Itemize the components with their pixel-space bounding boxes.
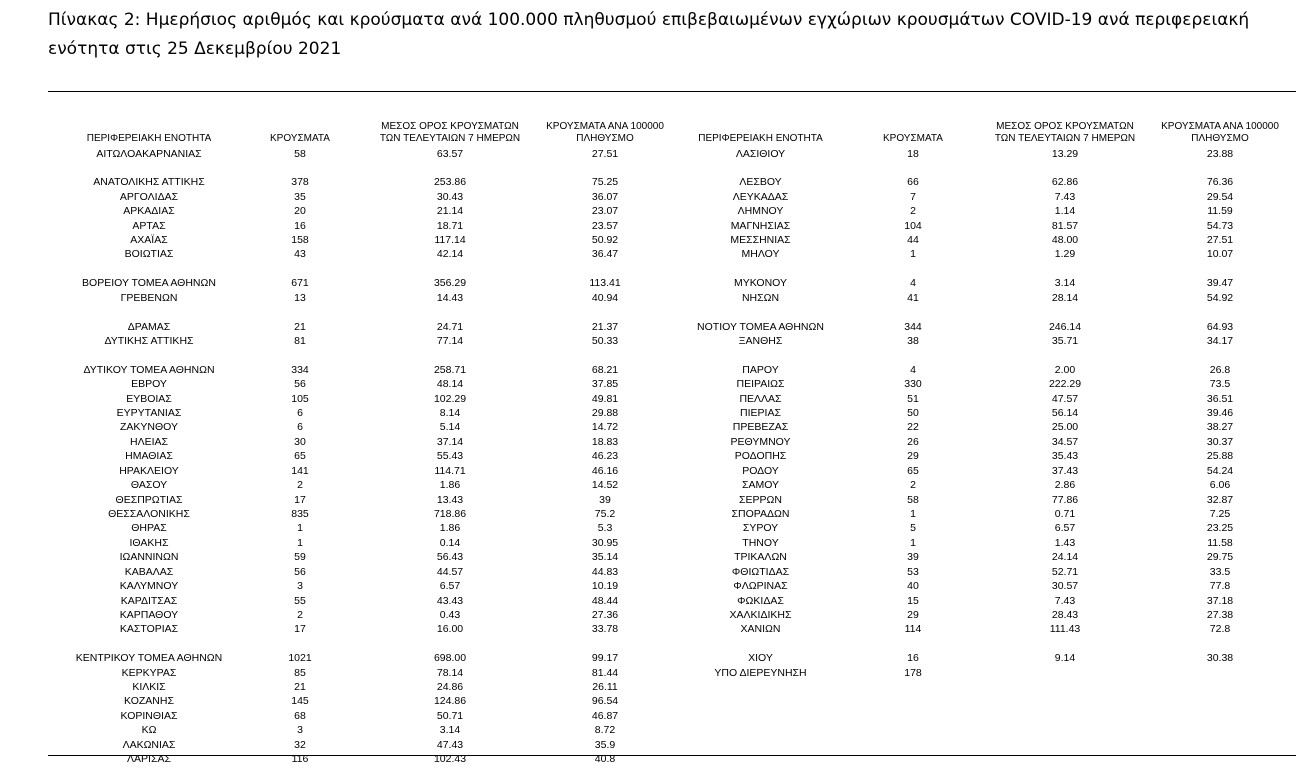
- per100k-cell: 27.38: [1206, 608, 1234, 621]
- avg-7day-cell: 63.57: [436, 147, 464, 160]
- cases-cell: 32: [294, 738, 306, 751]
- per100k-cell: 11.59: [1207, 205, 1233, 218]
- region-cell: ΚΑΒΑΛΑΣ: [124, 565, 174, 578]
- avg-7day-cell: 8.14: [439, 407, 461, 420]
- region-cell: ΣΑΜΟΥ: [741, 479, 780, 492]
- region-cell: ΠΕΙΡΑΙΩΣ: [736, 378, 785, 391]
- cases-cell: 4: [910, 277, 916, 290]
- avg-7day-cell: 0.43: [439, 608, 461, 621]
- avg-7day-cell: 30.43: [436, 190, 464, 203]
- region-cell: ΑΡΓΟΛΙΔΑΣ: [119, 190, 179, 203]
- region-cell: ΛΕΥΚΑΔΑΣ: [732, 190, 789, 203]
- per100k-cell: 72.8: [1209, 623, 1231, 636]
- per100k-cell: 96.54: [591, 695, 619, 708]
- region-cell: ΚΟΖΑΝΗΣ: [124, 695, 174, 708]
- cases-cell: 53: [907, 565, 919, 578]
- avg-7day-cell: 7.43: [1054, 190, 1076, 203]
- avg-7day-cell: 48.14: [436, 378, 464, 391]
- per100k-cell: 39.47: [1206, 277, 1234, 290]
- region-cell: ΡΟΔΟΠΗΣ: [734, 450, 787, 463]
- region-cell: ΤΗΝΟΥ: [742, 536, 779, 549]
- per100k-cell: 29.75: [1206, 551, 1234, 564]
- region-cell: ΘΕΣΣΑΛΟΝΙΚΗΣ: [108, 508, 190, 520]
- cases-cell: 1: [297, 536, 303, 549]
- avg-7day-cell: 24.14: [1051, 551, 1079, 564]
- region-cell: ΣΕΡΡΩΝ: [739, 493, 782, 506]
- cases-cell: 39: [907, 551, 919, 564]
- region-cell: ΛΕΣΒΟΥ: [739, 176, 782, 189]
- region-cell: ΓΡΕΒΕΝΩΝ: [120, 291, 178, 304]
- per100k-cell: 25.88: [1206, 450, 1234, 463]
- region-cell: ΧΙΟΥ: [748, 652, 773, 665]
- header-per100k-line2: ΠΛΗΘΥΣΜΟ: [576, 133, 634, 144]
- per100k-cell: 54.73: [1206, 219, 1234, 232]
- per100k-cell: 6.06: [1209, 479, 1231, 492]
- region-cell: ΦΩΚΙΔΑΣ: [737, 594, 784, 607]
- region-cell: ΧΑΝΙΩΝ: [740, 623, 781, 636]
- region-cell: ΖΑΚΥΝΘΟΥ: [119, 421, 178, 434]
- region-cell: ΣΠΟΡΑΔΩΝ: [731, 508, 790, 520]
- avg-7day-cell: 13.43: [436, 493, 464, 506]
- header-per100k-left: [545, 121, 665, 145]
- cases-cell: 22: [907, 421, 919, 434]
- cases-cell: 58: [294, 147, 306, 160]
- avg-7day-cell: 30.57: [1051, 580, 1079, 593]
- cases-cell: 21: [294, 320, 306, 333]
- cases-cell: 56: [294, 378, 306, 391]
- cases-cell: 3: [297, 580, 303, 593]
- region-cell: ΑΝΑΤΟΛΙΚΗΣ ΑΤΤΙΚΗΣ: [93, 176, 205, 189]
- avg-7day-cell: 718.86: [433, 508, 467, 520]
- cases-cell: 43: [294, 248, 306, 261]
- per100k-cell: 36.07: [591, 190, 619, 203]
- region-cell: ΦΘΙΩΤΙΔΑΣ: [731, 565, 790, 578]
- cases-cell: 81: [294, 334, 306, 347]
- cases-cell: 26: [907, 435, 919, 448]
- header-per100k-line2: ΠΛΗΘΥΣΜΟ: [1191, 133, 1249, 144]
- per100k-cell: 54.24: [1206, 464, 1234, 477]
- region-cell: ΑΡΚΑΔΙΑΣ: [123, 205, 175, 218]
- avg-7day-cell: 253.86: [433, 176, 467, 189]
- cases-cell: 35: [294, 190, 306, 203]
- region-cell: ΞΑΝΘΗΣ: [738, 334, 783, 347]
- region-cell: ΥΠΟ ΔΙΕΡΕΥΝΗΣΗ: [714, 666, 807, 679]
- avg-7day-cell: 1.86: [439, 479, 461, 492]
- avg-7day-cell: 222.29: [1048, 378, 1082, 391]
- region-cell: ΝΗΣΩΝ: [741, 291, 780, 304]
- region-cell: ΘΕΣΠΡΩΤΙΑΣ: [115, 493, 183, 506]
- avg-7day-cell: 47.57: [1051, 392, 1079, 405]
- per100k-cell: 99.17: [591, 652, 619, 665]
- avg-7day-cell: 102.29: [433, 392, 467, 405]
- region-cell: ΜΕΣΣΗΝΙΑΣ: [730, 234, 791, 247]
- cases-cell: 66: [907, 176, 919, 189]
- avg-7day-cell: 3.14: [1054, 277, 1076, 290]
- avg-7day-cell: 124.86: [433, 695, 467, 708]
- region-cell: ΜΗΛΟΥ: [741, 248, 780, 261]
- per100k-cell: 33.78: [591, 623, 619, 636]
- per100k-cell: 77.8: [1209, 580, 1231, 593]
- avg-7day-cell: 24.71: [436, 320, 464, 333]
- cases-cell: 1: [910, 508, 916, 520]
- per100k-cell: 30.38: [1206, 652, 1234, 665]
- per100k-cell: 10.07: [1206, 248, 1234, 261]
- per100k-cell: 23.07: [591, 205, 619, 218]
- avg-7day-cell: 9.14: [1054, 652, 1076, 665]
- cases-cell: 30: [294, 435, 306, 448]
- header-avg-left: [360, 121, 540, 145]
- avg-7day-cell: 5.14: [439, 421, 461, 434]
- per100k-cell: 46.87: [591, 709, 619, 722]
- region-cell: ΑΡΤΑΣ: [132, 219, 166, 232]
- per100k-cell: 29.54: [1206, 190, 1234, 203]
- header-region-right: ΠΕΡΙΦΕΡΕΙΑΚΗ ΕΝΟΤΗΤΑ: [698, 133, 823, 144]
- per100k-cell: 23.25: [1206, 522, 1234, 535]
- top-rule: [48, 91, 1296, 92]
- cases-cell: 141: [291, 464, 309, 477]
- region-cell: ΕΥΡΥΤΑΝΙΑΣ: [116, 407, 182, 420]
- per100k-cell: 23.88: [1206, 147, 1234, 160]
- cases-cell: 29: [907, 608, 919, 621]
- per100k-cell: 27.51: [591, 147, 619, 160]
- per100k-cell: 11.58: [1207, 536, 1233, 549]
- avg-7day-cell: 16.00: [436, 623, 464, 636]
- per100k-cell: 18.83: [591, 435, 619, 448]
- cases-cell: 59: [294, 551, 306, 564]
- avg-7day-cell: 81.57: [1051, 219, 1079, 232]
- avg-7day-cell: 0.14: [439, 536, 461, 549]
- cases-cell: 2: [910, 205, 916, 218]
- region-cell: ΑΙΤΩΛΟΑΚΑΡΝΑΝΙΑΣ: [96, 147, 202, 160]
- region-cell: ΛΑΡΙΣΑΣ: [127, 753, 171, 766]
- avg-7day-cell: 21.14: [436, 205, 464, 218]
- cases-cell: 334: [291, 363, 309, 376]
- avg-7day-cell: 111.43: [1049, 623, 1081, 636]
- avg-7day-cell: 28.14: [1051, 291, 1079, 304]
- per100k-cell: 14.72: [591, 421, 619, 434]
- avg-7day-cell: 37.14: [436, 435, 464, 448]
- cases-cell: 17: [294, 623, 306, 636]
- cases-cell: 1021: [288, 652, 312, 665]
- region-cell: ΣΥΡΟΥ: [742, 522, 779, 535]
- cases-cell: 145: [291, 695, 309, 708]
- per100k-cell: 27.36: [591, 608, 619, 621]
- cases-cell: 13: [294, 291, 306, 304]
- per100k-cell: 40.8: [594, 753, 616, 766]
- per100k-cell: 64.93: [1206, 320, 1234, 333]
- header-avg-line1: ΜΕΣΟΣ ΟΡΟΣ ΚΡΟΥΣΜΑΤΩΝ: [381, 121, 519, 132]
- cases-cell: 1: [910, 536, 916, 549]
- per100k-cell: 14.52: [591, 479, 619, 492]
- region-cell: ΦΛΩΡΙΝΑΣ: [733, 580, 788, 593]
- header-avg-line2: ΤΩΝ ΤΕΛΕΥΤΑΙΩΝ 7 ΗΜΕΡΩΝ: [379, 133, 521, 144]
- region-cell: ΚΑΡΔΙΤΣΑΣ: [120, 594, 178, 607]
- per100k-cell: 36.47: [591, 248, 619, 261]
- per100k-cell: 7.25: [1209, 508, 1231, 520]
- region-cell: ΛΑΚΩΝΙΑΣ: [122, 738, 176, 751]
- region-cell: ΚΟΡΙΝΘΙΑΣ: [120, 709, 178, 722]
- cases-cell: 3: [297, 724, 303, 737]
- region-cell: ΠΙΕΡΙΑΣ: [740, 407, 781, 420]
- cases-cell: 38: [907, 334, 919, 347]
- region-cell: ΒΟΡΕΙΟΥ ΤΟΜΕΑ ΑΘΗΝΩΝ: [82, 277, 216, 290]
- cases-cell: 5: [910, 522, 916, 535]
- cases-cell: 2: [910, 479, 916, 492]
- cases-cell: 6: [297, 421, 303, 434]
- cases-cell: 116: [291, 753, 309, 766]
- avg-7day-cell: 62.86: [1051, 176, 1079, 189]
- region-cell: ΑΧΑΪΑΣ: [130, 234, 168, 247]
- per100k-cell: 37.18: [1206, 594, 1234, 607]
- avg-7day-cell: 102.43: [433, 753, 467, 766]
- per100k-cell: 27.51: [1206, 234, 1234, 247]
- region-cell: ΕΥΒΟΙΑΣ: [126, 392, 172, 405]
- region-cell: ΚΑΛΥΜΝΟΥ: [119, 580, 179, 593]
- per100k-cell: 36.51: [1206, 392, 1234, 405]
- per100k-cell: 75.2: [594, 508, 616, 520]
- avg-7day-cell: 42.14: [436, 248, 464, 261]
- cases-cell: 105: [291, 392, 309, 405]
- cases-cell: 44: [907, 234, 919, 247]
- region-cell: ΜΥΚΟΝΟΥ: [733, 277, 787, 290]
- per100k-cell: 68.21: [591, 363, 619, 376]
- region-cell: ΔΡΑΜΑΣ: [127, 320, 171, 333]
- per100k-cell: 76.36: [1206, 176, 1234, 189]
- region-cell: ΗΜΑΘΙΑΣ: [125, 450, 173, 463]
- avg-7day-cell: 52.71: [1051, 565, 1079, 578]
- avg-7day-cell: 356.29: [433, 277, 467, 290]
- cases-cell: 1: [297, 522, 303, 535]
- avg-7day-cell: 1.14: [1054, 205, 1076, 218]
- avg-7day-cell: 50.71: [436, 709, 464, 722]
- cases-cell: 29: [907, 450, 919, 463]
- cases-cell: 7: [910, 190, 916, 203]
- avg-7day-cell: 14.43: [436, 291, 464, 304]
- avg-7day-cell: 25.00: [1051, 421, 1079, 434]
- avg-7day-cell: 2.86: [1054, 479, 1076, 492]
- avg-7day-cell: 6.57: [439, 580, 461, 593]
- cases-cell: 68: [294, 709, 306, 722]
- avg-7day-cell: 56.14: [1051, 407, 1079, 420]
- per100k-cell: 30.95: [591, 536, 619, 549]
- cases-cell: 65: [294, 450, 306, 463]
- cases-cell: 4: [910, 363, 916, 376]
- per100k-cell: 113.41: [589, 277, 621, 290]
- avg-7day-cell: 114.71: [434, 464, 466, 477]
- per100k-cell: 46.23: [591, 450, 619, 463]
- cases-cell: 1: [910, 248, 916, 261]
- avg-7day-cell: 246.14: [1048, 320, 1082, 333]
- per100k-cell: 21.37: [591, 320, 619, 333]
- per100k-cell: 30.37: [1206, 435, 1234, 448]
- per100k-cell: 49.81: [591, 392, 619, 405]
- region-cell: ΚΩ: [141, 724, 157, 737]
- avg-7day-cell: 34.57: [1051, 435, 1079, 448]
- header-avg-right: [975, 121, 1155, 145]
- region-cell: ΚΙΛΚΙΣ: [132, 681, 166, 694]
- avg-7day-cell: 48.00: [1051, 234, 1079, 247]
- region-cell: ΛΑΣΙΘΙΟΥ: [735, 147, 786, 160]
- avg-7day-cell: 78.14: [436, 666, 464, 679]
- region-cell: ΘΗΡΑΣ: [131, 522, 167, 535]
- cases-cell: 51: [907, 392, 919, 405]
- per100k-cell: 23.57: [591, 219, 619, 232]
- avg-7day-cell: 698.00: [433, 652, 467, 665]
- avg-7day-cell: 6.57: [1054, 522, 1076, 535]
- per100k-cell: 50.33: [591, 334, 619, 347]
- header-region-left: ΠΕΡΙΦΕΡΕΙΑΚΗ ΕΝΟΤΗΤΑ: [86, 133, 212, 144]
- region-cell: ΜΑΓΝΗΣΙΑΣ: [730, 219, 791, 232]
- per100k-cell: 26.11: [592, 681, 618, 694]
- header-per100k-line1: ΚΡΟΥΣΜΑΤΑ ΑΝΑ 100000: [546, 121, 664, 132]
- cases-cell: 378: [291, 176, 309, 189]
- avg-7day-cell: 24.86: [436, 681, 464, 694]
- region-cell: ΠΡΕΒΕΖΑΣ: [732, 421, 789, 434]
- avg-7day-cell: 56.43: [436, 551, 464, 564]
- per100k-cell: 5.3: [597, 522, 613, 535]
- region-cell: ΧΑΛΚΙΔΙΚΗΣ: [729, 608, 792, 621]
- per100k-cell: 38.27: [1206, 421, 1234, 434]
- header-cases-right: ΚΡΟΥΣΜΑΤΑ: [883, 133, 943, 144]
- cases-cell: 17: [294, 493, 306, 506]
- avg-7day-cell: 2.00: [1054, 363, 1076, 376]
- avg-7day-cell: 35.43: [1051, 450, 1079, 463]
- region-cell: ΡΟΔΟΥ: [742, 464, 779, 477]
- header-avg-line2: ΤΩΝ ΤΕΛΕΥΤΑΙΩΝ 7 ΗΜΕΡΩΝ: [994, 133, 1136, 144]
- per100k-cell: 10.19: [591, 580, 619, 593]
- cases-cell: 20: [294, 205, 306, 218]
- cases-cell: 104: [904, 219, 922, 232]
- cases-cell: 835: [291, 508, 309, 520]
- region-cell: ΚΑΡΠΑΘΟΥ: [119, 608, 179, 621]
- per100k-cell: 33.5: [1209, 565, 1231, 578]
- cases-cell: 114: [904, 623, 922, 636]
- region-cell: ΚΑΣΤΟΡΙΑΣ: [119, 623, 179, 636]
- region-cell: ΙΘΑΚΗΣ: [129, 536, 169, 549]
- region-cell: ΔΥΤΙΚΗΣ ΑΤΤΙΚΗΣ: [104, 334, 194, 347]
- cases-cell: 6: [297, 407, 303, 420]
- avg-7day-cell: 77.14: [436, 334, 464, 347]
- cases-cell: 55: [294, 594, 306, 607]
- cases-cell: 2: [297, 479, 303, 492]
- per100k-cell: 8.72: [594, 724, 616, 737]
- per100k-cell: 37.85: [591, 378, 619, 391]
- cases-cell: 56: [294, 565, 306, 578]
- per100k-cell: 44.83: [591, 565, 619, 578]
- cases-cell: 158: [291, 234, 309, 247]
- per100k-cell: 46.16: [591, 464, 619, 477]
- cases-cell: 16: [294, 219, 306, 232]
- region-cell: ΗΡΑΚΛΕΙΟΥ: [119, 464, 179, 477]
- header-per100k-right: [1160, 121, 1280, 145]
- per100k-cell: 54.92: [1206, 291, 1234, 304]
- per100k-cell: 39.46: [1206, 407, 1234, 420]
- region-cell: ΕΒΡΟΥ: [131, 378, 167, 391]
- region-cell: ΙΩΑΝΝΙΝΩΝ: [119, 551, 179, 564]
- header-avg-line1: ΜΕΣΟΣ ΟΡΟΣ ΚΡΟΥΣΜΑΤΩΝ: [996, 121, 1134, 132]
- per100k-cell: 73.5: [1209, 378, 1231, 391]
- per100k-cell: 35.14: [591, 551, 619, 564]
- region-cell: ΘΑΣΟΥ: [130, 479, 168, 492]
- cases-cell: 65: [907, 464, 919, 477]
- avg-7day-cell: 0.71: [1054, 508, 1076, 520]
- per100k-cell: 32.87: [1206, 493, 1234, 506]
- region-cell: ΚΕΝΤΡΙΚΟΥ ΤΟΜΕΑ ΑΘΗΝΩΝ: [75, 652, 223, 665]
- region-cell: ΝΟΤΙΟΥ ΤΟΜΕΑ ΑΘΗΝΩΝ: [697, 320, 824, 333]
- region-cell: ΡΕΘΥΜΝΟΥ: [730, 435, 791, 448]
- avg-7day-cell: 37.43: [1051, 464, 1079, 477]
- cases-cell: 15: [907, 594, 919, 607]
- avg-7day-cell: 13.29: [1051, 147, 1079, 160]
- cases-cell: 178: [904, 666, 922, 679]
- region-cell: ΤΡΙΚΑΛΩΝ: [734, 551, 787, 564]
- avg-7day-cell: 55.43: [436, 450, 464, 463]
- avg-7day-cell: 1.86: [439, 522, 461, 535]
- avg-7day-cell: 77.86: [1051, 493, 1079, 506]
- region-cell: ΒΟΙΩΤΙΑΣ: [124, 248, 174, 261]
- region-cell: ΠΕΛΛΑΣ: [739, 392, 782, 405]
- region-cell: ΛΗΜΝΟΥ: [737, 205, 784, 218]
- avg-7day-cell: 7.43: [1054, 594, 1076, 607]
- cases-cell: 58: [907, 493, 919, 506]
- cases-cell: 18: [907, 147, 919, 160]
- region-cell: ΗΛΕΙΑΣ: [129, 435, 168, 448]
- cases-cell: 50: [907, 407, 919, 420]
- per100k-cell: 40.94: [591, 291, 619, 304]
- region-cell: ΠΑΡΟΥ: [742, 363, 779, 376]
- avg-7day-cell: 44.57: [436, 565, 464, 578]
- avg-7day-cell: 258.71: [433, 363, 467, 376]
- per100k-cell: 50.92: [591, 234, 619, 247]
- per100k-cell: 48.44: [591, 594, 619, 607]
- cases-cell: 40: [907, 580, 919, 593]
- cases-cell: 16: [907, 652, 919, 665]
- avg-7day-cell: 43.43: [436, 594, 464, 607]
- per100k-cell: 39: [599, 493, 611, 506]
- cases-cell: 671: [291, 277, 309, 290]
- header-cases-left: ΚΡΟΥΣΜΑΤΑ: [270, 133, 330, 144]
- cases-cell: 330: [904, 378, 922, 391]
- cases-cell: 41: [907, 291, 919, 304]
- avg-7day-cell: 117.14: [434, 234, 466, 247]
- per100k-cell: 35.9: [594, 738, 616, 751]
- page-title: Πίνακας 2: Ημερήσιος αριθμός και κρούσματα ανά 100.000 πληθυσμού επιβεβαιωμένων εγχώριων κρουσμάτων COVID-19 ανά περιφερειακή ενότητα στις 25 Δεκεμβρίου 2021: [48, 10, 1250, 59]
- region-cell: ΚΕΡΚΥΡΑΣ: [121, 666, 177, 679]
- per100k-cell: 34.17: [1206, 334, 1234, 347]
- header-per100k-line1: ΚΡΟΥΣΜΑΤΑ ΑΝΑ 100000: [1161, 121, 1279, 132]
- cases-cell: 21: [294, 681, 306, 694]
- avg-7day-cell: 35.71: [1051, 334, 1079, 347]
- avg-7day-cell: 1.43: [1054, 536, 1076, 549]
- avg-7day-cell: 1.29: [1054, 248, 1076, 261]
- region-cell: ΔΥΤΙΚΟΥ ΤΟΜΕΑ ΑΘΗΝΩΝ: [83, 363, 215, 376]
- avg-7day-cell: 3.14: [439, 724, 461, 737]
- cases-cell: 85: [294, 666, 306, 679]
- cases-cell: 344: [904, 320, 922, 333]
- per100k-cell: 81.44: [591, 666, 619, 679]
- avg-7day-cell: 28.43: [1051, 608, 1079, 621]
- per100k-cell: 75.25: [591, 176, 619, 189]
- cases-cell: 2: [297, 608, 303, 621]
- avg-7day-cell: 47.43: [436, 738, 464, 751]
- avg-7day-cell: 18.71: [436, 219, 464, 232]
- per100k-cell: 26.8: [1209, 363, 1231, 376]
- per100k-cell: 29.88: [591, 407, 619, 420]
